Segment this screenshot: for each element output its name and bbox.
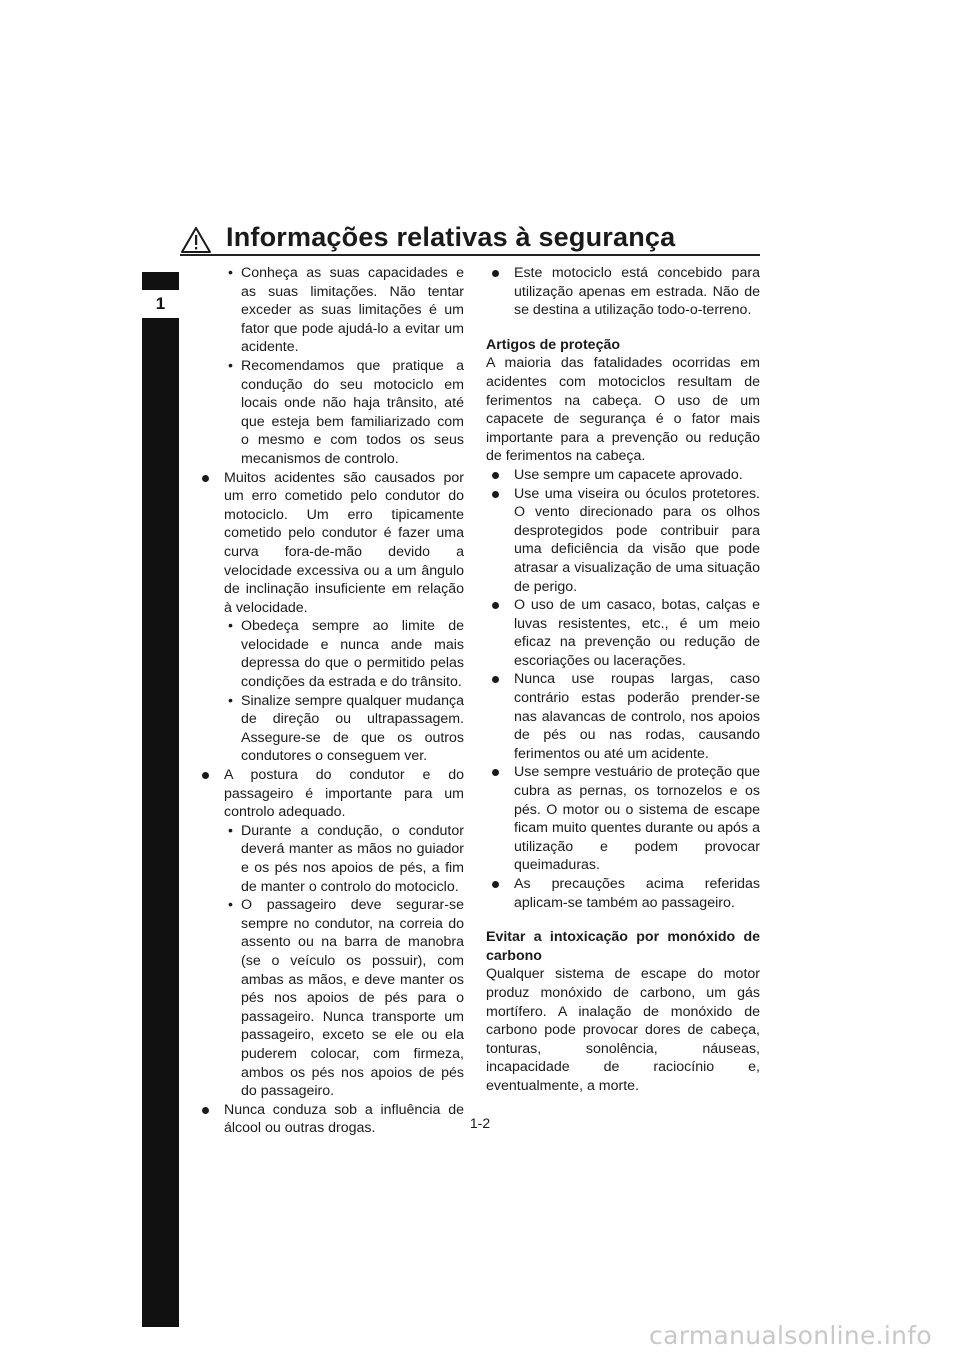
bullet-item: O uso de um casaco, botas, calças e luvas resistentes, etc., é um meio eficaz na prevenção ou redução de escoriações ou lacerações. xyxy=(486,596,760,670)
page-header xyxy=(180,222,760,256)
bullet-item: Muitos acidentes são causados por um erro cometido pelo condutor do motociclo. Um erro tipicamente cometido pelo condutor é fazer uma curva fora-de-mão devido a velocidade excessiva ou a um ângulo de inclinação insuficiente em relação à velocidade. xyxy=(196,469,464,618)
bullet-item: Use uma viseira ou óculos protetores. O vento direcionado para os olhos desprotegidos pode contribuir para uma deficiência da visão que pode atrasar a visualização de uma situação de perigo. xyxy=(486,485,760,597)
chapter-tab xyxy=(142,272,179,1327)
warning-triangle-icon xyxy=(180,226,212,254)
sub-bullet-item: • O passageiro deve segurar-se sempre no condutor, na correia do assento ou na barra de manobra (se o veículo os possuir), com ambas as mãos, e deve manter os pés nos apoios de pés para o passageiro. Nunca transporte um passageiro, exceto se ele ou ela puderem colocar, com firmeza, ambos os pés nos apoios de pés do passageiro. xyxy=(196,896,464,1101)
chapter-number: 1 xyxy=(142,290,179,318)
sub-bullet-item: • Obedeça sempre ao limite de velocidade e nunca ande mais depressa do que o permitido pelas condições da estrada e do trânsito. xyxy=(196,617,464,691)
section-spacer xyxy=(486,912,760,928)
bullet-item: A postura do condutor e do passageiro é importante para um controlo adequado. xyxy=(196,766,464,822)
section-heading: Artigos de proteção xyxy=(486,336,621,353)
sub-bullet-item: • Conheça as suas capacidades e as suas limitações. Não tentar exceder as suas limitações é um fator que pode ajudá-lo a evitar um acidente. xyxy=(196,264,464,357)
watermark: carmanualsonline.info xyxy=(649,1321,932,1350)
section-spacer xyxy=(486,320,760,336)
sub-bullet-item: • Recomendamos que pratique a condução do seu motociclo em locais onde não haja trânsito, até que esteja bem familiarizado com o mesmo e com todos os seus mecanismos de controlo. xyxy=(196,357,464,469)
right-column xyxy=(486,264,760,1096)
bullet-item: Este motociclo está concebido para utilização apenas em estrada. Não de se destina a utilização todo-o-terreno. xyxy=(486,264,760,320)
header-divider xyxy=(180,254,760,256)
sub-bullet-item: • Durante a condução, o condutor deverá manter as mãos no guiador e os pés nos apoios de pés, a fim de manter o controlo do motociclo. xyxy=(196,822,464,896)
bullet-item: As precauções acima referidas aplicam-se também ao passageiro. xyxy=(486,875,760,912)
bullet-item: Use sempre vestuário de proteção que cubra as pernas, os tornozelos e os pés. O motor ou o sistema de escape ficam muito quentes durante ou após a utilização e podem provocar queimaduras. xyxy=(486,763,760,875)
bullet-item: Nunca conduza sob a influência de álcool ou outras drogas. xyxy=(196,1101,464,1138)
page-title: Informações relativas à segurança xyxy=(226,222,676,252)
bullet-item: Use sempre um capacete aprovado. xyxy=(486,466,760,485)
paragraph: Qualquer sistema de escape do motor produz monóxido de carbono, um gás mortífero. A inalação de monóxido de carbono pode provocar dores de cabeça, tonturas, sonolência, náuseas, incapacidade de raciocínio e, eventualmente, a morte. xyxy=(486,966,760,1094)
section-heading: Evitar a intoxicação por monóxido de carbono xyxy=(486,929,760,964)
sub-bullet-item: • Sinalize sempre qualquer mudança de direção ou ultrapassagem. Assegure-se de que os outros condutores o conseguem ver. xyxy=(196,692,464,766)
bullet-item: Nunca use roupas largas, caso contrário estas poderão prender-se nas alavancas de controlo, nos apoios de pés ou nas rodas, causando ferimentos ou até um acidente. xyxy=(486,670,760,763)
page-number: 1-2 xyxy=(469,1115,491,1131)
paragraph: A maioria das fatalidades ocorridas em acidentes com motociclos resultam de ferimentos na cabeça. O uso de um capacete de segurança é o fator mais importante para a prevenção ou redução de ferimentos na cabeça. xyxy=(486,355,760,465)
left-column xyxy=(196,264,464,1138)
